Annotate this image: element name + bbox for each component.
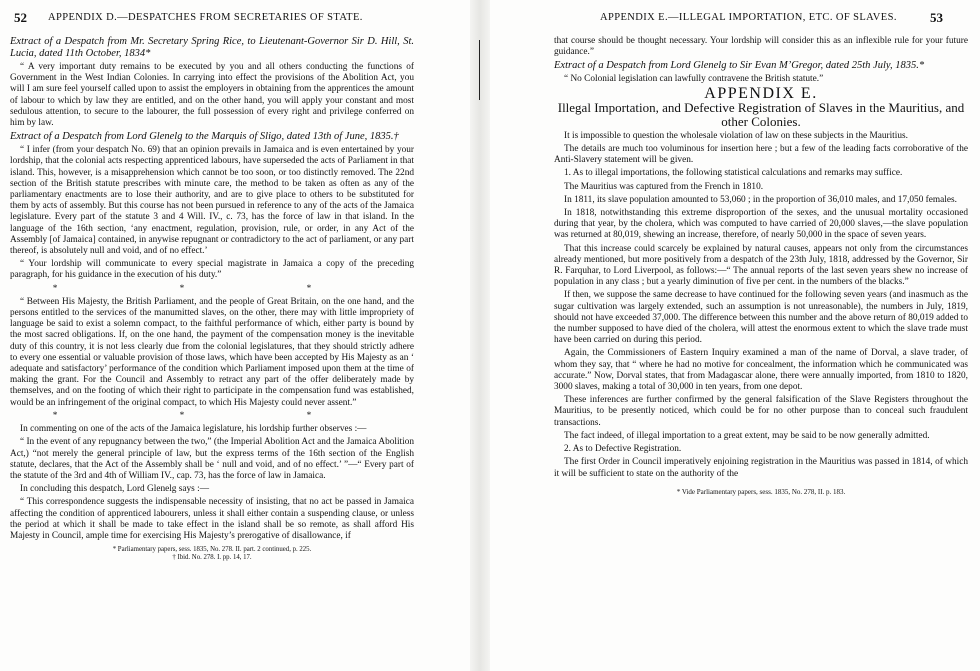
section-break: * * *	[52, 283, 372, 294]
paragraph: “ Between His Majesty, the British Parliament, and the people of Great Britain, on the one hand, and the persons entitled to the services of the manumitted slaves, on the other, there may with little impropriety of language be said to exist a solemn compact, to the faithful performance of which, either party is bound by the most sacred obligations. If, on the one hand, the payment of the compensation money is the inevitable duty of this country, it is not less clearly due from the colonial legislatures, that they should strictly adhere to every one essential or valuable provision of those laws, which have been accepted by His Majesty as an ‘ adequate and satisfactory’ performance of the condition which Parliament imposed upon them at the time of making the grant. For the Council and Assembly to retract any part of the offer deliberately made by themselves, and on the footing of which their right to participate in the compensation fund was established, would be an infringement of the original compact, to which His Majesty could never assent.”	[10, 296, 414, 408]
paragraph: It is impossible to question the wholesale violation of law on these subjects in the Mauritius.	[564, 130, 908, 141]
extract-heading: Extract of a Despatch from Mr. Secretary Spring Rice, to Lieutenant-Governor Sir D. Hill, St. Lucia, dated 11th October, 1834*	[10, 36, 414, 59]
book-spine	[470, 0, 490, 671]
section-break: * * *	[52, 410, 372, 421]
subheading: 2. As to Defective Registration.	[564, 444, 682, 455]
paragraph: “ In the event of any repugnancy between the two,” (the Imperial Abolition Act and the Jamaica Abolition Act,) “not merely the general principle of law, but the express terms of the 16th section of the English statute, declares, that the Act of the Assembly shall be ‘ null and void, and of no effect.’ ”—“ Every part of the statute of the 3rd and 4th of William IV., cap. 73, has the force of law in Jamaica.	[10, 437, 414, 481]
footnote: * Vide Parliamentary papers, sess. 1835, No. 278, II. p. 183.	[676, 487, 846, 496]
paragraph: that course should be thought necessary. Your lordship will consider this as an inflexible rule for your future guidance.”	[554, 36, 968, 58]
running-header: APPENDIX E.—ILLEGAL IMPORTATION, ETC. OF SLAVES.	[600, 12, 897, 23]
gutter-mark	[479, 40, 480, 100]
footnote: * Parliamentary papers, sess. 1835, No. 278. II. part. 2 continued, p. 225.	[112, 546, 312, 554]
footnotes	[10, 546, 414, 562]
left-page	[0, 0, 470, 671]
paragraph: In commenting on one of the acts of the Jamaica legislature, his lordship further observes :—	[20, 424, 367, 435]
quote: “ No Colonial legislation can lawfully contravene the British statute.”	[564, 74, 824, 85]
page-number: 52	[14, 10, 27, 25]
paragraph: These inferences are further confirmed by the general falsification of the Slave Registers throughout the Mauritius, to be presently noticed, which could be for no other purpose than to conceal such fraudulent transactions.	[554, 395, 968, 428]
paragraph: The first Order in Council imperatively enjoining registration in the Mauritius was passed in 1814, of which it will be sufficient to state on the authority of the	[554, 457, 968, 479]
paragraph: “ This correspondence suggests the indispensable necessity of insisting, that no act be passed in Jamaica affecting the condition of apprenticed labourers, unless it shall either contain a suspending clause, or unless the period at which it shall be made to take effect in the island shall be so remote, as shall afford His Majesty in Council, ample time for exercising His Majesty’s prerogative of disallowance, if	[10, 497, 414, 541]
right-page	[490, 0, 980, 671]
paragraph: “ I infer (from your despatch No. 69) that an opinion prevails in Jamaica and is even entertained by your lordship, that the colonial acts respecting apprenticed labours, have superseded the acts of Parliament in that island. This, however, is a misapprehension which cannot be too soon, or too distinctly removed. The 22nd section of the British statute prescribes with minute care, the method to be taken as often as any of the parliamentary enactments are to lose their authority, and are to give place to others to be substituted for them by acts of assembly. But this course has not been pursued in reference to any of the acts of the Jamaica legislature. Every part of the statute 3 and 4 Will. IV., c. 73, has the force of law in that island. In the language of the 16th section, ‘any enactment, regulation, provision, rule, or order, in any Act of the Assembly [of Jamaica] contained, in anywise repugnant or contradictory to the act of parliament, or any part thereof, is absolutely null and void, and of no effect.’	[10, 145, 414, 257]
paragraph: In concluding this despatch, Lord Glenelg says :—	[20, 484, 209, 495]
page-number: 53	[930, 10, 943, 25]
running-header: APPENDIX D.—DESPATCHES FROM SECRETARIES OF STATE.	[48, 12, 363, 23]
paragraph: 1. As to illegal importations, the following statistical calculations and remarks may suffice.	[564, 168, 903, 179]
left-text-column	[10, 36, 414, 562]
paragraph: That this increase could scarcely be explained by natural causes, appears not only from the circumstances already mentioned, but more positively from a despatch of the 23th July, 1818, addressed by the Governor, Sir R. Farquhar, to Lord Liverpool, as follows:—“ The annual reports of the last seven years shew no increase of population in any class ; but a yearly diminution of five per cent. in the numbers of the blacks.”	[554, 243, 968, 288]
paragraph: The Mauritius was captured from the French in 1810.	[564, 181, 764, 192]
extract-heading: Extract of a Despatch from Lord Glenelg to Sir Evan M’Gregor, dated 25th July, 1835.*	[554, 60, 925, 72]
footnote: † Ibid. No. 278. I. pp. 14, 17.	[172, 554, 252, 562]
paragraph: In 1811, its slave population amounted to 53,060 ; in the proportion of 36,010 males, and 17,050 females.	[564, 194, 957, 205]
paragraph: In 1818, notwithstanding this extreme disproportion of the sexes, and the unusual mortality occasioned during that year, by the cholera, which was computed to have carried of 20,000 slaves,—the slave population was returned at 80,019, shewing an increase, therefore, of nearly 50,000 in the space of seven years.	[554, 208, 968, 241]
paragraph: Again, the Commissioners of Eastern Inquiry examined a man of the name of Dorval, a slave trader, of whom they say, that “ where he had no motive for concealment, the information which he communicated was accurate.” Now, Dorval states, that from Madagascar alone, there were annually imported, from 1810 to 1820, 3000 slaves, making a total of 30,000 in ten years, from one depot.	[554, 348, 968, 393]
appendix-heading: APPENDIX E.	[704, 84, 818, 102]
paragraph: If then, we suppose the same decrease to have continued for the following seven years (and inasmuch as the sugar cultivation was largely extended, such an assumption is not unreasonable), the numbers in July, 1819, should not have exceeded 37,000. The difference between this number and the above return of 80,019 added to the number supposed to have died of the cholera, will attest the enormous extent to which the slave trade must have been carried on during this period.	[554, 290, 968, 346]
extract-heading: Extract of a Despatch from Lord Glenelg to the Marquis of Sligo, dated 13th of June, 1835.†	[10, 131, 399, 143]
right-text-column	[554, 36, 968, 497]
appendix-title: Illegal Importation, and Defective Registration of Slaves in the Mauritius, and other Colonies.	[557, 99, 965, 129]
paragraph: The fact indeed, of illegal importation to a great extent, may be said to be now generally admitted.	[564, 430, 930, 441]
paragraph: “ A very important duty remains to be executed by you and all others conducting the functions of Government in the West Indian Colonies. In carrying into effect the provisions of the Abolition Act, you will I am sure feel yourself called upon to assist the employers in obtaining from the apprentices the amount of labour to which by law they are entitled, and on the other hand, you will apply your constant and most sedulous attention, to secure to the labourer, the full possession of every right and privilege conferred on him by law.	[10, 62, 414, 129]
paragraph: The details are much too voluminous for insertion here ; but a few of the leading facts corroborative of the Anti-Slavery statement will be given.	[554, 144, 968, 166]
paragraph: “ Your lordship will communicate to every special magistrate in Jamaica a copy of the preceding paragraph, for his guidance in the execution of his duty.”	[10, 259, 414, 281]
